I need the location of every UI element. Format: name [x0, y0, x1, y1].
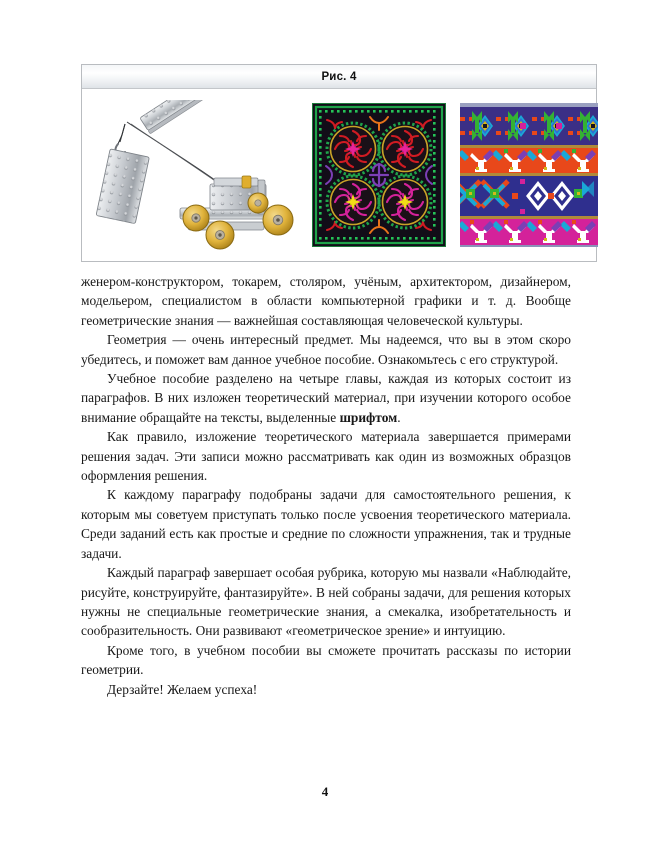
paragraph-3-text-before-bold: Учебное пособие разделено на четыре главы, каждая из которых состоит из параграфов. В них изложен теоретический материал, при изучении которого особое внимание обращайте на тексты, выделенные: [81, 371, 571, 425]
page-number: 4: [321, 784, 329, 799]
paragraph-3-text-after-bold: .: [397, 409, 401, 425]
paragraph-2: Геометрия — очень интересный предмет. Мы надеемся, что вы в этом скоро убедитесь, и поможет вам данное учебное пособие. Ознакомьтесь с его структурой.: [81, 332, 571, 367]
paragraph-3-bold-term: шрифтом: [339, 409, 398, 425]
paragraph-7: Кроме того, в учебном пособии вы сможете прочитать рассказы по истории геометрии.: [81, 642, 571, 678]
suzani-embroidery-photo: [312, 103, 446, 247]
woven-geometric-band-photo: [460, 103, 598, 247]
figure-caption-label: Рис. 4: [321, 70, 357, 83]
paragraph-1: женером-конструктором, токарем, столяром, учёным, архитектором, дизайнером, модельером, специалистом в области компьютерной графики и т. д. Вообще геометрические знания — важнейшая составляющая человеческой культуры.: [81, 274, 571, 328]
metal-construction-crane-photo: [92, 100, 304, 250]
paragraph-4: Как правило, изложение теоретического материала завершается примерами решения задач. Эти записи можно рассматривать как один из возможных образцов оформления решения.: [81, 429, 571, 484]
figure-caption-bar: [82, 65, 596, 89]
figure-container: [81, 64, 597, 262]
paragraph-6: Каждый параграф завершает особая рубрика, которую мы назвали «Наблюдайте, рисуйте, конструируйте, фантазируйте». В ней собраны задачи, для решения которых нужны не специальные геометрические знания, а смекалка, изобретательность и сообразительность. Они развивают «геометрическое зрение» и интуицию.: [81, 565, 571, 639]
figure-image-row: [82, 89, 596, 261]
paragraph-8: Дерзайте! Желаем успеха!: [107, 681, 258, 697]
paragraph-3: [81, 369, 571, 427]
page-body-text: [81, 272, 571, 699]
paragraph-5: К каждому параграфу подобраны задачи для самостоятельного решения, к которым мы советуем приступать только после усвоения теоретического материала. Среди заданий есть как простые и средние по сложности упражнения, так и трудные задачи.: [81, 487, 571, 561]
